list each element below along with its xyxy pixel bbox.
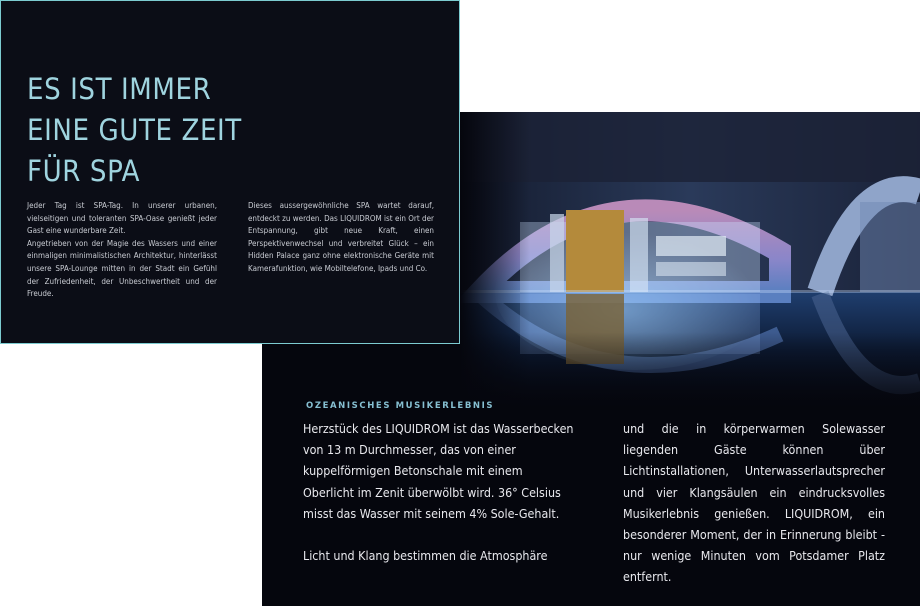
paragraph-music-experience: und die in körperwarmen Solewasser liegenden Gäste können über Lichtinstallationen, Unterwasserlautsprecher und vier Klangsäulen ein eindrucksvolles Musikerlebnis genießen. LIQUIDROM, ein besonderer Moment, der in Erinnerung bleibt - nur wenige Minuten vom Potsdamer Platz entfernt.: [623, 421, 885, 585]
intro-paragraph: Jeder Tag ist SPA-Tag. In unserer urbanen, vielseitigen und toleranten SPA-Oase genießt jeder Gast eine wunderbare Zeit.: [27, 201, 217, 236]
page-title: [27, 69, 242, 192]
intro-text-right: [248, 200, 434, 276]
paragraph-pool-description: Herzstück des LIQUIDROM ist das Wasserbecken von 13 m Durchmesser, das von einer kuppelförmigen Betonschale mit einem Oberlicht im Zenit überwölbt wird. 36° Celsius misst das Wasser mit seinem 4% Sole-Gehalt.: [303, 421, 574, 521]
front-page: [0, 0, 460, 344]
intro-paragraph: Dieses aussergewöhnliche SPA wartet darauf, entdeckt zu werden. Das LIQUIDROM ist ein Ort der Entspannung, gibt neue Kraft, einen Perspektivenwechsel und verbreitet Glück – ein Hidden Palace ganz ohne elektronische Geräte mit Kamerafunktion, wie Mobiltelefone, Ipads und Co.: [248, 201, 434, 273]
intro-paragraph: Angetrieben von der Magie des Wassers und einer einmaligen minimalistischen Architektur, hinterlässt unsere SPA-Lounge mitten in der Stadt ein Gefühl der Zufriedenheit, der Unbeschwertheit und der Freude.: [27, 238, 217, 299]
music-text-right: [623, 418, 885, 588]
liquidrom-pool-photo: [460, 112, 920, 412]
headline-line: ES IST IMMER: [27, 72, 212, 106]
music-text-left: [303, 418, 575, 566]
section-label: OZEANISCHES MUSIKERLEBNIS: [306, 401, 495, 411]
headline-line: FÜR SPA: [27, 154, 141, 188]
paragraph-atmosphere: Licht und Klang bestimmen die Atmosphäre: [303, 548, 548, 564]
intro-text-left: [27, 200, 217, 301]
headline-line: EINE GUTE ZEIT: [27, 113, 242, 147]
